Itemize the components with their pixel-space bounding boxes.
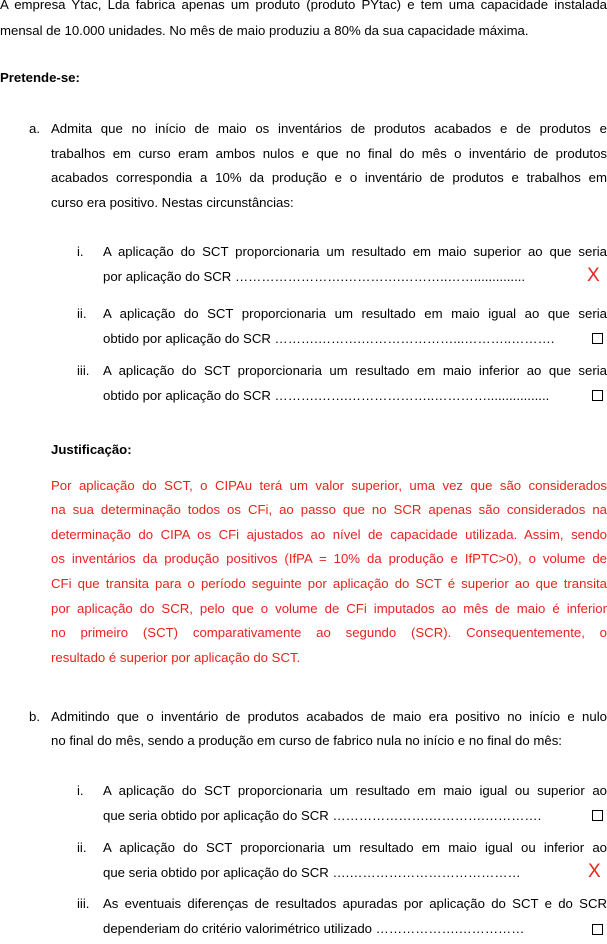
option-a-iii-num: iii. [77, 363, 90, 378]
option-b-i-line-1: A aplicação do SCT proporcionaria um resultado em maio igual ou superior ao [103, 783, 607, 798]
option-b-iii-line-1: As eventuais diferenças de resultados apuradas por aplicação do SCT e do SCR [103, 896, 607, 911]
option-b-iii-num: iii. [77, 896, 90, 911]
option-b-i-num: i. [77, 783, 84, 798]
part-a-line-4: curso era positivo. Nestas circunstâncias: [51, 195, 294, 210]
option-a-i-line-2: por aplicação do SCR …………………….………….………..…….............. [103, 269, 526, 284]
option-b-iii-checkbox[interactable] [592, 924, 603, 935]
option-a-iii-checkbox[interactable] [592, 390, 603, 401]
pretende-label: Pretende-se: [0, 70, 80, 85]
justificacao-line-4: os inventários da produção positivos (IfPA = 10% da produção e IfPTC>0), o volume de [51, 551, 607, 566]
part-b-line-2: no final do mês, sendo a produção em curso de fabrico nula no início e no final do mês: [51, 733, 562, 748]
option-b-iii-line-2: dependeriam do critério valorimétrico utilizado ……………….…………… [103, 921, 525, 936]
justificacao-line-1: Por aplicação do SCT, o CIPAu terá um valor superior, uma vez que são considerados [51, 478, 607, 493]
option-b-ii-line-2: que seria obtido por aplicação do SCR ….………………………………… [103, 865, 521, 880]
option-a-iii-line-1: A aplicação do SCT proporcionaria um resultado em maio inferior ao que seria [103, 363, 607, 378]
option-a-i-x-mark[interactable]: X [587, 265, 600, 286]
part-a-line-3: acabados correspondia a 10% da produção e o inventário de produtos e trabalhos em [51, 170, 607, 185]
part-b-letter: b. [29, 709, 40, 724]
option-b-ii-line-1: A aplicação do SCT proporcionaria um resultado em maio igual ou inferior ao [103, 840, 607, 855]
part-b-line-1: Admitindo que o inventário de produtos acabados de maio era positivo no início e nulo [51, 709, 607, 724]
justificacao-line-6: por aplicação do SCR, pelo que o volume de CFi imputados ao mês de maio é inferior [51, 601, 607, 616]
option-b-ii-num: ii. [77, 840, 87, 855]
justificacao-label: Justificação: [51, 442, 132, 457]
option-a-ii-line-1: A aplicação do SCT proporcionaria um resultado em maio igual ao que seria [103, 306, 607, 321]
option-a-iii-line-2: obtido por aplicação do SCR ……….…….………………..…………................. [103, 388, 550, 403]
justificacao-line-5: CFi que transita para o período seguinte por aplicação do SCT é superior ao que transita [51, 576, 607, 591]
justificacao-line-8: resultado é superior por aplicação do SCT. [51, 650, 301, 665]
option-b-i-line-2: que seria obtido por aplicação do SCR ………………….………….…………. [103, 808, 542, 823]
option-a-ii-checkbox[interactable] [592, 333, 603, 344]
option-a-ii-num: ii. [77, 306, 87, 321]
justificacao-line-2: na sua determinação todos os CFi, ao passo que no SCR apenas são considerados na [51, 502, 607, 517]
justificacao-line-3: determinação do CIPA os CFi ajustados ao nível de capacidade utilizada. Assim, sendo [51, 527, 607, 542]
intro-line-1: A empresa Ytac, Lda fabrica apenas um produto (produto PYtac) e tem uma capacidade instalada [0, 0, 607, 12]
option-a-i-line-1: A aplicação do SCT proporcionaria um resultado em maio superior ao que seria [103, 244, 607, 259]
part-a-line-1: Admita que no início de maio os inventários de produtos acabados e de produtos e [51, 121, 607, 136]
option-b-ii-x-mark[interactable]: X [588, 861, 601, 882]
intro-line-2: mensal de 10.000 unidades. No mês de maio produziu a 80% da sua capacidade máxima. [0, 23, 529, 38]
option-b-i-checkbox[interactable] [592, 810, 603, 821]
justificacao-line-7: no primeiro (SCT) comparativamente ao segundo (SCR). Consequentemente, o [51, 625, 607, 640]
option-a-i-num: i. [77, 244, 84, 259]
option-a-ii-line-2: obtido por aplicação do SCR ……….……….…………………...………..………. [103, 331, 555, 346]
part-a-letter: a. [29, 121, 40, 136]
part-a-line-2: trabalhos em curso eram ambos nulos e que no final do mês o inventário de produtos [51, 146, 607, 161]
